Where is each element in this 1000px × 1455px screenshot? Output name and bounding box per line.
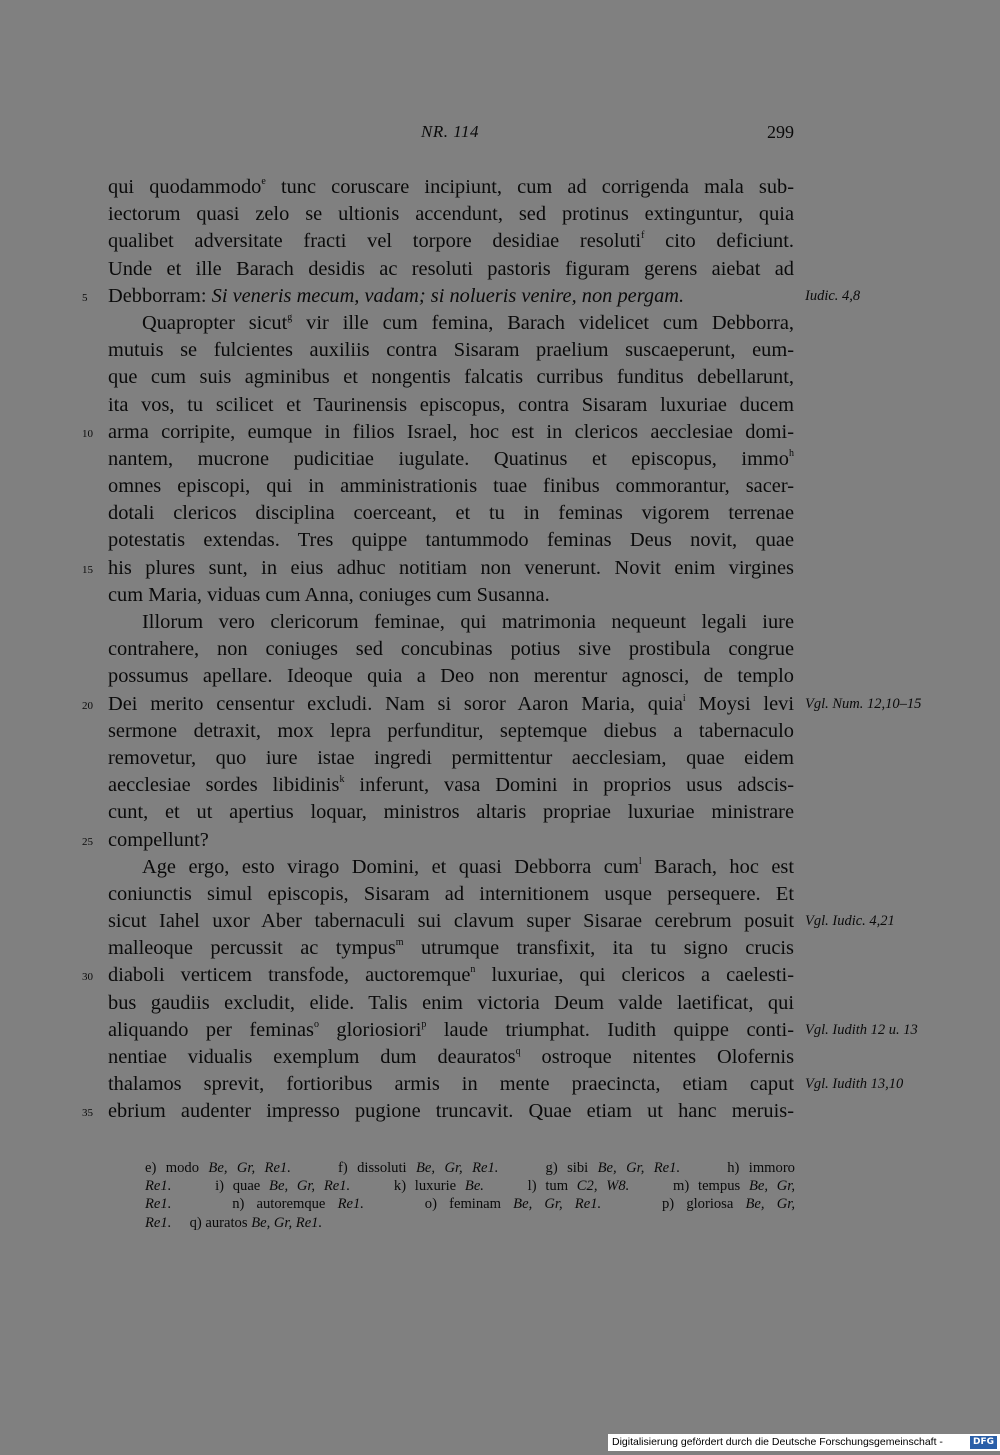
- text-segment: omnes episcopi, qui in amministrationis tuae finibus commorantur, sacer-: [108, 475, 794, 498]
- line-number: 15: [82, 563, 93, 576]
- text-segment: m) tempus: [629, 1178, 749, 1195]
- italic-text: Be, Gr, Re1.: [208, 1160, 291, 1176]
- text-segment: Debborram:: [108, 284, 212, 307]
- text-line: [82, 283, 861, 310]
- footnote-line: [145, 1195, 795, 1213]
- text-segment: e) modo: [145, 1160, 209, 1176]
- text-line: [108, 310, 794, 337]
- text-line: [82, 962, 794, 989]
- text-line: [82, 827, 794, 854]
- margin-reference: Iudic. 4,8: [805, 287, 861, 304]
- italic-text: Re1.: [145, 1196, 172, 1213]
- credit-text: Digitalisierung gefördert durch die Deutsche Forschungsgemeinschaft -: [612, 1436, 943, 1448]
- footnote-marker: m: [395, 937, 404, 949]
- text-segment: dotali clericos disciplina coerceant, et tu in feminas vigorem terrenae: [108, 502, 794, 525]
- text-line: [108, 473, 794, 500]
- text-line: [82, 419, 794, 446]
- line-number: 20: [82, 699, 93, 712]
- text-line: [108, 1017, 918, 1044]
- text-segment: thalamos sprevit, fortioribus armis in mente praecincta, etiam caput: [108, 1073, 794, 1096]
- text-segment: g) sibi: [498, 1160, 598, 1176]
- footnote-line: [145, 1214, 795, 1232]
- line-number: 10: [82, 427, 93, 440]
- text-line: [108, 1044, 794, 1071]
- text-segment: nantem, mucrone pudicitiae iugulate. Quatinus et episcopus, immo: [108, 447, 789, 470]
- text-segment: removetur, quo iure istae ingredi permittentur aecclesiam, quae eidem: [108, 746, 794, 769]
- text-line: [108, 908, 895, 935]
- text-line: [108, 527, 794, 554]
- text-line: [108, 935, 794, 962]
- footnote-marker: k: [339, 774, 345, 786]
- italic-text: Be, Gr, Re1.: [251, 1214, 323, 1231]
- text-line: [108, 364, 794, 391]
- footnote-marker: e: [261, 176, 266, 187]
- footnote-marker: g: [287, 311, 293, 323]
- text-segment: f) dissoluti: [290, 1160, 416, 1176]
- text-segment: malleoque percussit ac tympus: [108, 937, 396, 960]
- footnote-marker: i: [682, 692, 686, 704]
- digitization-credit: [608, 1434, 1000, 1451]
- italic-text: C2, W8.: [576, 1178, 630, 1195]
- text-segment: p) gloriosa: [601, 1196, 746, 1213]
- margin-reference: Vgl. Num. 12,10–15: [805, 695, 922, 712]
- text-segment: bus gaudiis excludit, elide. Talis enim victoria Deum valde laetificat, qui: [108, 991, 794, 1014]
- text-segment: Dei merito censentur excludi. Nam si soror Aaron Maria, quia: [108, 692, 683, 715]
- text-line: [108, 500, 794, 527]
- text-line: [108, 582, 794, 609]
- text-segment: aliquando per feminas: [108, 1018, 314, 1041]
- line-number: 5: [82, 291, 88, 304]
- text-segment: h) immoro: [680, 1160, 795, 1176]
- text-segment: contrahere, non coniuges sed concubinas potius sive prostibula congrue: [108, 638, 794, 661]
- text-segment: compellunt?: [108, 828, 209, 851]
- text-segment: Age ergo, esto virago Domini, et quasi Debborra cum: [142, 855, 639, 878]
- text-segment: Moysi levi: [685, 692, 794, 715]
- text-segment: Quapropter sicut: [142, 311, 288, 334]
- italic-text: Be.: [464, 1178, 484, 1195]
- italic-text: Be, Gr, Re1.: [597, 1160, 681, 1176]
- text-line: [108, 174, 794, 201]
- italic-text: Be, Gr, Re1.: [269, 1178, 351, 1195]
- text-line: [108, 772, 794, 799]
- text-segment: iectorum quasi zelo se ultionis accendunt, sed protinus extinguntur, quia: [108, 203, 794, 226]
- italic-text: Be, Gr,: [745, 1196, 795, 1213]
- footnote-marker: f: [641, 230, 645, 242]
- text-segment: cito deficiunt.: [644, 230, 795, 253]
- text-segment: sicut Iahel uxor Aber tabernaculi sui clavum super Sisarae cerebrum posuit: [108, 910, 794, 933]
- main-text: [82, 174, 922, 1126]
- text-segment: sermone detraxit, mox lepra perfunditur, septemque diebus a tabernaculo: [108, 719, 794, 742]
- text-line: [82, 1098, 794, 1125]
- text-segment: qualibet adversitate fracti vel torpore desidiae resoluti: [108, 230, 642, 253]
- text-segment: his plures sunt, in eius adhuc notitiam non venerunt. Novit enim virgines: [108, 556, 794, 579]
- footnote-marker: l: [638, 855, 642, 867]
- running-header: NR. 114: [421, 122, 479, 141]
- text-line: [108, 663, 794, 690]
- line-number: 25: [82, 835, 93, 848]
- text-segment: gloriosiori: [318, 1018, 422, 1041]
- italic-text: Re1.: [145, 1214, 172, 1231]
- text-segment: possumus apellare. Ideoque quia a Deo non merentur agnosci, de templo: [108, 665, 794, 688]
- italic-text: Be, Gr,: [748, 1178, 795, 1195]
- text-line: [108, 446, 794, 473]
- italic-text: Re1.: [145, 1178, 172, 1195]
- text-segment: utrumque transfixit, ita tu signo crucis: [403, 937, 794, 960]
- italic-text: Be, Gr, Re1.: [416, 1160, 499, 1176]
- text-segment: Barach, hoc est: [641, 855, 794, 878]
- text-segment: mutuis se fulcientes auxiliis contra Sisaram praelium suscaeperunt, eum-: [108, 339, 794, 362]
- italic-text: Re1.: [337, 1196, 364, 1213]
- text-line: [108, 228, 794, 255]
- line-number: 30: [82, 971, 93, 984]
- text-segment: vir ille cum femina, Barach videlicet cum Debborra,: [292, 311, 795, 334]
- text-line: [108, 745, 794, 772]
- text-segment: que cum suis agminibus et nongentis falcatis curribus funditus debellarunt,: [108, 366, 794, 389]
- text-line: [108, 854, 794, 881]
- text-line: [108, 799, 794, 826]
- margin-reference: Vgl. Iudith 13,10: [805, 1076, 904, 1093]
- text-line: [108, 1071, 904, 1098]
- text-segment: o) feminam: [363, 1196, 514, 1213]
- text-segment: q) auratos: [171, 1214, 252, 1231]
- text-segment: ita vos, tu scilicet et Taurinensis episcopus, contra Sisaram luxuriae ducem: [108, 393, 794, 416]
- margin-reference: Vgl. Iudic. 4,21: [805, 913, 895, 930]
- text-line: [108, 256, 794, 283]
- text-line: [108, 201, 794, 228]
- text-segment: diaboli verticem transfode, auctoremque: [108, 964, 471, 987]
- margin-reference: Vgl. Iudith 12 u. 13: [805, 1021, 918, 1038]
- text-line: [108, 881, 794, 908]
- footnote-line: [145, 1159, 795, 1177]
- footnote-marker: p: [421, 1018, 427, 1030]
- text-segment: potestatis extendas. Tres quippe tantummodo feminas Deus novit, quae: [108, 529, 794, 552]
- text-segment: inferunt, vasa Domini in proprios usus adscis-: [344, 774, 794, 797]
- text-segment: Unde et ille Barach desidis ac resoluti pastoris figuram gerens aiebat ad: [108, 257, 794, 280]
- text-line: [108, 609, 794, 636]
- text-line: [82, 691, 922, 718]
- text-segment: ostroque nitentes Olofernis: [520, 1046, 794, 1068]
- footnotes: [145, 1159, 795, 1232]
- italic-text: Be, Gr, Re1.: [513, 1196, 602, 1213]
- text-segment: cum Maria, viduas cum Anna, coniuges cum Susanna.: [108, 583, 550, 606]
- text-line: [108, 636, 794, 663]
- text-segment: cunt, et ut apertius loquar, ministros altaris propriae luxuriae ministrare: [108, 801, 794, 824]
- page-number: 299: [767, 122, 794, 142]
- text-segment: k) luxurie: [350, 1178, 465, 1195]
- footnote-marker: q: [515, 1046, 521, 1057]
- footnote-line: [145, 1177, 795, 1195]
- text-segment: arma corripite, eumque in filios Israel, hoc est in clericos aecclesiae domi-: [108, 420, 794, 443]
- text-line: [108, 392, 794, 419]
- text-segment: laude triumphat. Iudith quippe conti-: [426, 1018, 795, 1041]
- text-segment: l) tum: [483, 1178, 577, 1195]
- text-segment: ebrium audenter impresso pugione truncavit. Quae etiam ut hanc meruis-: [108, 1100, 794, 1123]
- italic-text: Si veneris mecum, vadam; si nolueris venire, non pergam.: [211, 284, 685, 307]
- text-segment: qui quodammodo: [108, 176, 262, 198]
- text-line: [108, 718, 794, 745]
- dfg-logo: DFG: [970, 1436, 997, 1449]
- footnote-marker: o: [313, 1018, 319, 1030]
- text-segment: Illorum vero clericorum feminae, qui matrimonia nequeunt legali iure: [142, 611, 794, 633]
- line-number: 35: [82, 1107, 93, 1120]
- footnote-marker: n: [470, 964, 476, 976]
- text-segment: aecclesiae sordes libidinis: [108, 774, 340, 797]
- text-segment: i) quae: [171, 1178, 270, 1195]
- text-line: [108, 337, 794, 364]
- text-segment: n) autoremque: [171, 1196, 338, 1213]
- footnote-marker: h: [789, 447, 794, 459]
- text-segment: coniunctis simul episcopis, Sisaram ad internitionem usque persequere. Et: [108, 882, 794, 905]
- text-line: [82, 555, 794, 582]
- text-line: [108, 990, 794, 1017]
- text-segment: tunc coruscare incipiunt, cum ad corrigenda mala sub-: [265, 176, 795, 198]
- text-segment: nentiae vidualis exemplum dum deauratos: [108, 1046, 516, 1068]
- text-segment: luxuriae, qui clericos a caelesti-: [475, 964, 794, 987]
